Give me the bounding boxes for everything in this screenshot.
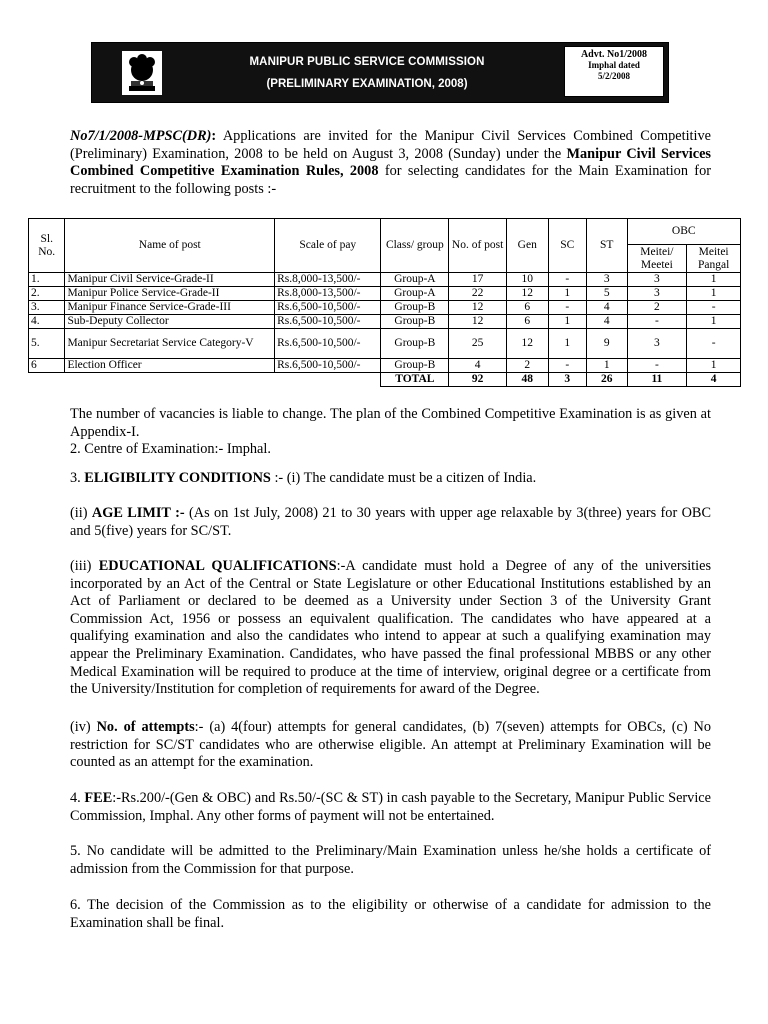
- cell-sc: -: [548, 359, 586, 373]
- advt-date: 5/2/2008: [597, 71, 630, 81]
- intro-paragraph: No7/1/2008-MPSC(DR): Applications are invited for the Manipur Civil Services Combined Competitive (Preliminary) Examination, 2008 to be held on August 3, 2008 (Sunday) under the Manipur Civil Services Combined Competitive Examination Rules, 2008 for selecting candidates for the Main Examination for recruitment to the following posts :-: [70, 128, 711, 197]
- rules-name: Manipur Civil Services Combined Competitive Examination Rules, 2008: [70, 145, 711, 180]
- col-header-scale: Scale of pay: [275, 219, 381, 273]
- cell-group: Group-A: [381, 287, 449, 301]
- cell-post-name: Manipur Finance Service-Grade-III: [65, 301, 275, 315]
- cell-sc: -: [548, 301, 586, 315]
- col-header-meitei: Meitei/ Meetei: [627, 245, 687, 273]
- table-row: [29, 287, 741, 301]
- cell-group: Group-B: [381, 359, 449, 373]
- cell-st: 1: [587, 359, 628, 373]
- col-header-gen: Gen: [507, 219, 549, 273]
- cell-st: 4: [587, 301, 628, 315]
- advt-place: Imphal dated: [588, 60, 640, 70]
- fee-heading: FEE: [84, 790, 113, 806]
- education-heading: EDUCATIONAL QUALIFICATIONS: [98, 558, 337, 574]
- cell-group: Group-B: [381, 301, 449, 315]
- cell-sl: 2.: [29, 287, 65, 301]
- cell-gen: 6: [507, 315, 549, 329]
- attempts-heading: No. of attempts: [96, 719, 195, 735]
- cell-sc: -: [548, 273, 586, 287]
- total-pangal: 4: [687, 373, 741, 387]
- cell-meitei: 3: [627, 287, 687, 301]
- cell-scale: Rs.6,500-10,500/-: [275, 301, 381, 315]
- total-sc: 3: [548, 373, 586, 387]
- exam-centre: 2. Centre of Examination:- Imphal.: [70, 441, 271, 458]
- col-header-obc: OBC: [627, 219, 741, 245]
- table-row: [29, 301, 741, 315]
- cell-gen: 12: [507, 287, 549, 301]
- cell-meitei: -: [627, 359, 687, 373]
- table-row: [29, 329, 741, 359]
- cell-no-of-post: 4: [449, 359, 507, 373]
- total-no: 92: [449, 373, 507, 387]
- table-row: [29, 273, 741, 287]
- cell-group: Group-B: [381, 329, 449, 359]
- advt-box: [564, 46, 664, 97]
- cell-sl: 1.: [29, 273, 65, 287]
- vacancy-paragraph: [70, 406, 711, 459]
- decision-paragraph: 6. The decision of the Commission as to the eligibility or otherwise of a candidate for admission to the Examination shall be final.: [70, 897, 711, 931]
- col-header-sl: Sl. No.: [29, 219, 65, 273]
- cell-st: 4: [587, 315, 628, 329]
- cell-pangal: -: [687, 301, 741, 315]
- cell-gen: 12: [507, 329, 549, 359]
- cell-gen: 6: [507, 301, 549, 315]
- education-paragraph: (iii) EDUCATIONAL QUALIFICATIONS:-A candidate must hold a Degree of any of the universities incorporated by an Act of the Central or State Legislature or other Educational Institutions established by an Act of Parliament or declared to be deemed as a University under Section 3 of the University Grant Commission Act, 1956 or possess an equivalent qualification. The candidates who have appeared at a qualifying examination and also the candidates who intend to appear at such a qualifying examination may appear the Preliminary Examination. Candidates, who have passed the final professional MBBS or any other Medical Examination will be required to produce at the time of interview, original degree or a certificate from the University/Institution for completion of requirements for award of the Degree.: [70, 558, 712, 698]
- cell-st: 9: [587, 329, 628, 359]
- cell-sc: 1: [548, 287, 586, 301]
- cell-post-name: Sub-Deputy Collector: [65, 315, 275, 329]
- col-header-pangal: Meitei Pangal: [687, 245, 741, 273]
- emblem-icon: [122, 51, 162, 95]
- cell-no-of-post: 12: [449, 315, 507, 329]
- cell-pangal: 1: [687, 273, 741, 287]
- attempts-paragraph: (iv) No. of attempts:- (a) 4(four) attempts for general candidates, (b) 7(seven) attempts for OBCs, (c) No restriction for SC/ST candidates who are otherwise eligible. An attempt at Preliminary Examination will be counted as an attempt for the examination.: [70, 719, 712, 771]
- cell-pangal: -: [687, 329, 741, 359]
- cell-scale: Rs.6,500-10,500/-: [275, 329, 381, 359]
- vacancy-note: The number of vacancies is liable to change. The plan of the Combined Competitive Examination is as given at Appendix-I.: [70, 406, 711, 440]
- fee-paragraph: 4. FEE:-Rs.200/-(Gen & OBC) and Rs.50/-(SC & ST) in cash payable to the Secretary, Manipur Public Service Commission, Imphal. Any other forms of payment will not be entertained.: [70, 790, 711, 824]
- total-row: [29, 373, 741, 387]
- total-st: 26: [587, 373, 628, 387]
- cell-gen: 10: [507, 273, 549, 287]
- total-gen: 48: [507, 373, 549, 387]
- cell-post-name: Manipur Secretariat Service Category-V: [65, 329, 275, 359]
- cell-no-of-post: 25: [449, 329, 507, 359]
- cell-no-of-post: 12: [449, 301, 507, 315]
- cell-meitei: 2: [627, 301, 687, 315]
- cell-scale: Rs.8,000-13,500/-: [275, 273, 381, 287]
- cell-group: Group-A: [381, 273, 449, 287]
- advt-number: Advt. No1/2008: [580, 49, 648, 60]
- total-meitei: 11: [627, 373, 687, 387]
- header-banner: [91, 42, 669, 103]
- col-header-no: No. of post: [449, 219, 507, 273]
- age-limit-paragraph: (ii) AGE LIMIT :- (As on 1st July, 2008) 21 to 30 years with upper age relaxable by 3(three) years for OBC and 5(five) years for SC/ST.: [70, 505, 711, 539]
- reference-number: No7/1/2008-MPSC(DR): [70, 128, 212, 144]
- cell-st: 3: [587, 273, 628, 287]
- cell-sl: 4.: [29, 315, 65, 329]
- cell-post-name: Manipur Civil Service-Grade-II: [65, 273, 275, 287]
- col-header-st: ST: [587, 219, 628, 273]
- cell-meitei: -: [627, 315, 687, 329]
- eligibility-paragraph: 3. ELIGIBILITY CONDITIONS :- (i) The candidate must be a citizen of India.: [70, 470, 537, 486]
- cell-scale: Rs.6,500-10,500/-: [275, 315, 381, 329]
- blank-cell: [29, 373, 381, 387]
- cell-sl: 6: [29, 359, 65, 373]
- total-label: TOTAL: [381, 373, 449, 387]
- header-title: MANIPUR PUBLIC SERVICE COMMISSION: [249, 56, 485, 68]
- cell-group: Group-B: [381, 315, 449, 329]
- age-limit-heading: AGE LIMIT :-: [91, 505, 185, 521]
- cell-no-of-post: 22: [449, 287, 507, 301]
- cell-sl: 5.: [29, 329, 65, 359]
- posts-table: [28, 218, 741, 387]
- col-header-class: Class/ group: [381, 219, 449, 273]
- header-subtitle: (PRELIMINARY EXAMINATION, 2008): [266, 78, 468, 90]
- cell-pangal: 1: [687, 315, 741, 329]
- cell-sc: 1: [548, 329, 586, 359]
- table-row: [29, 359, 741, 373]
- cell-gen: 2: [507, 359, 549, 373]
- cell-post-name: Manipur Police Service-Grade-II: [65, 287, 275, 301]
- cell-no-of-post: 17: [449, 273, 507, 287]
- cell-scale: Rs.8,000-13,500/-: [275, 287, 381, 301]
- cell-sc: 1: [548, 315, 586, 329]
- col-header-name: Name of post: [65, 219, 275, 273]
- cell-sl: 3.: [29, 301, 65, 315]
- cell-pangal: 1: [687, 359, 741, 373]
- admission-paragraph: 5. No candidate will be admitted to the Preliminary/Main Examination unless he/she holds a certificate of admission from the Commission for that purpose.: [70, 843, 711, 877]
- cell-post-name: Election Officer: [65, 359, 275, 373]
- cell-meitei: 3: [627, 273, 687, 287]
- eligibility-heading: ELIGIBILITY CONDITIONS: [84, 470, 271, 486]
- cell-meitei: 3: [627, 329, 687, 359]
- cell-st: 5: [587, 287, 628, 301]
- cell-pangal: 1: [687, 287, 741, 301]
- col-header-sc: SC: [548, 219, 586, 273]
- cell-scale: Rs.6,500-10,500/-: [275, 359, 381, 373]
- table-row: [29, 315, 741, 329]
